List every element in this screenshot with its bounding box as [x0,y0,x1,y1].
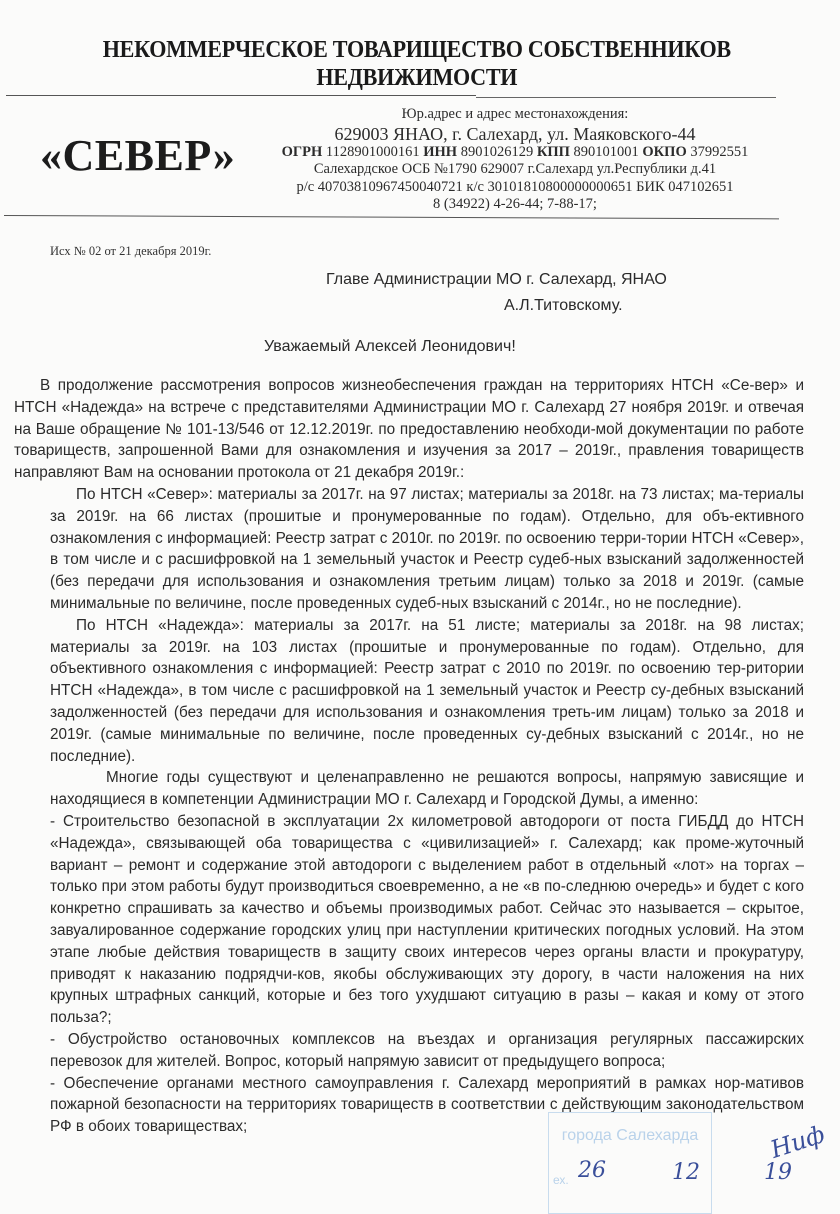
bank-accounts: р/с 40703810967450040721 к/с 30101810800000000651 БИК 047102651 [296,178,734,195]
brand-name: «СЕВЕР» [40,131,236,180]
phone-numbers: 8 (34922) 4-26-44; 7-88-17; [433,196,597,212]
stamp-line2: города Салехарда [561,1127,699,1144]
handwritten-day: 26 [578,1158,606,1183]
handwritten-month: 12 [672,1160,700,1185]
registration-codes [265,144,765,162]
inn-label: ИНН [423,143,458,160]
header-divider-bottom [4,215,779,219]
kpp-value: 890101001 [573,143,639,160]
header-divider-top-right [476,97,776,98]
handwritten-signature: Ниф [767,1120,829,1164]
inn-value: 8901026129 [460,143,534,160]
paragraph-intro: В продолжение рассмотрения вопросов жизнеобеспечения граждан на территориях НТСН «Се-вер» и НТСН «Надежда» на встрече с представителями Администрации МО г. Салехард 27 ноября 2019г. и отвечая на Ваше обращение № 101-13/546 от 12.12.2019г. по предоставлению необходи-мой документации по работе товариществ, запрошенной Вами для ознакомления и изучения за 2017 – 2019г., правления товариществ направляют Вам на основании протокола от 21 декабря 2019г.: [14,377,804,482]
ogrn-label: ОГРН [281,143,323,160]
organization-title [30,36,803,92]
handwritten-year: 19 [764,1160,792,1185]
addressee-line1: Главе Администрации МО г. Салехард, ЯНАО [326,271,667,288]
letter-body [14,375,804,1138]
header-divider-top [6,95,476,96]
kpp-label: КПП [536,143,570,160]
org-title-line2: НЕДВИЖИМОСТИ [316,65,518,91]
paragraph-sever: По НТСН «Север»: материалы за 2017г. на 97 листах; материалы за 2018г. на 73 листах; ма-териалы за 2019г. на 66 листах (прошитые и пронумерованные по годам). Отдельно, для объ-ективного ознакомления с информацией: Реестр затрат с 2010г. по 2019г. по освоению терри-тории НТСН «Север», в том числе и с расшифровкой на 1 земельный участок и Реестр судеб-ных взысканий задолженностей (без передачи для использования и ознакомления третьим лицам) только за 2018 и 2019г. (самые минимальные по величине, после проведенных судеб-ных взысканий с 2014г., но не последние). [50,485,804,612]
paragraph-issues: Многие годы существуют и целенаправленно не решаются вопросы, напрямую зависящие и находящиеся в компетенции Администрации МО г. Салехард и Городской Думы, а именно: [50,769,804,809]
issue-item-transport: - Обустройство остановочных комплексов на въездах и организация регулярных пассажирских перевозок для жителей. Вопрос, который напрямую зависит от предыдущего вопроса; [50,1030,804,1070]
okpo-value: 37992551 [690,143,749,160]
org-title-line1: НЕКОММЕРЧЕСКОЕ ТОВАРИЩЕСТВО СОБСТВЕННИКОВ [102,37,731,63]
address-label: Юр.адрес и адрес местонахождения: [401,106,629,122]
greeting: Уважаемый Алексей Леонидович! [264,338,516,355]
issue-item-road: - Строительство безопасной в эксплуатации 2х километровой автодороги от поста ГИБДД до НТСН «Надежда», связывающей оба товарищества с «цивилизацией» г. Салехард; как проме-жуточный вариант – ремонт и содержание этой автодороги с выделением работ в отдельный «лот» на торгах – только при этом работы будут производиться своевременно, а не «в по-следнюю очередь» и будет с кого конкретно спрашивать за качество и объемы производимых работ. Сейчас это называется – скрытое, завуалированное содержание городских улиц при наступлении критических погодных условий. На этом этапе любые действия товариществ в защиту своих интересов через органы власти и прокуратуру, приводят к наказанию подрядчи-ков, якобы обслуживающих эту дорогу, в части наложения на них крупных штрафных санкций, которые и без того ухудшают ситуацию в разы – какая и кому от этого польза?; [50,812,804,1027]
bank-details: Салехардское ОСБ №1790 629007 г.Салехард ул.Республики д.41 [313,161,717,177]
issue-item-fire-safety: - Обеспечение органами местного самоуправления г. Салехард мероприятий в рамках нор-мативов пожарной безопасности на территориях товариществ в соответствии с действующим законодательством РФ в обоих товариществах; [50,1074,804,1136]
outgoing-reference: Исх № 02 от 21 декабря 2019г. [50,244,212,258]
okpo-label: ОКПО [642,143,687,160]
stamp-ex-label: ех. [553,1173,569,1187]
legal-address: 629003 ЯНАО, г. Салехард, ул. Маяковского-44 [334,123,696,144]
addressee-line2: А.Л.Титовскому. [504,297,623,314]
ogrn-value: 1128901000161 [325,143,420,160]
requisites-block [265,106,765,214]
paragraph-nadezhda: По НТСН «Надежда»: материалы за 2017г. на 51 листе; материалы за 2018г. на 98 листах; материалы за 2019г. на 103 листах (прошитые и пронумерованные по годам). Отдельно, для объективного ознакомления с информацией: Реестр затрат с 2010 по 2019г. по освоению тер-ритории НТСН «Надежда», в том числе с расшифровкой на 1 земельный участок и Реестр су-дебных взысканий задолженностей (без передачи для использования и ознакомления треть-им лицам) только за 2018 и 2019г. (самые минимальные по величине, после проведенных су-дебных взысканий с 2014г., но не последние). [50,616,804,765]
